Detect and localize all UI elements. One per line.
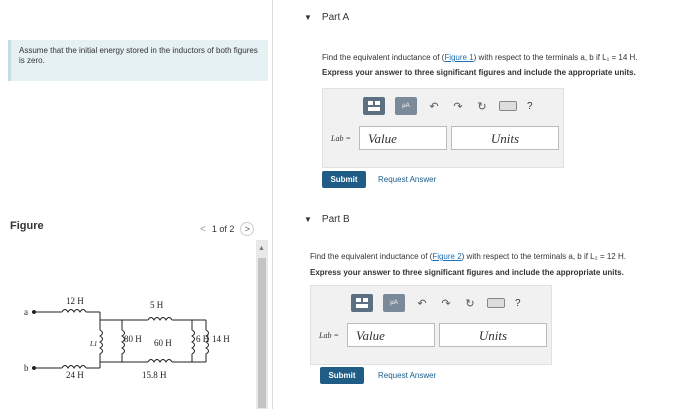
part-b-request-answer-link[interactable]: Request Answer — [378, 371, 437, 380]
figure-page-indicator: 1 of 2 — [211, 224, 235, 234]
redo-icon[interactable]: ↷ — [453, 100, 463, 113]
part-a-request-answer-link[interactable]: Request Answer — [378, 175, 437, 184]
circuit-diagram — [20, 290, 250, 380]
part-a-title: Part A — [321, 12, 350, 23]
part-b-question-suffix: ) with respect to the terminals a, b if L₂ = 12 H. — [461, 252, 626, 261]
info-text: Assume that the initial energy stored in the inductors of both figures is zero. — [19, 46, 258, 65]
part-b-question-prefix: Find the equivalent inductance of ( — [310, 252, 433, 261]
reset-icon[interactable]: ↻ — [477, 100, 487, 113]
part-b-submit-button[interactable]: Submit — [320, 367, 364, 384]
part-b-title: Part B — [321, 214, 350, 225]
part-a-instruction: Express your answer to three significant figures and include the appropriate units. — [322, 68, 636, 77]
figure-1-link[interactable]: Figure 1 — [444, 53, 474, 62]
prev-figure-button[interactable]: < — [200, 223, 206, 235]
figure-label: Figure — [10, 220, 44, 232]
terminal-a-label: a — [24, 307, 28, 317]
part-b-question — [310, 252, 626, 262]
inductor-label-12h: 12 H — [66, 296, 84, 306]
part-a-toolbar — [363, 97, 533, 115]
units-button[interactable]: μA — [395, 97, 417, 115]
inductor-label-80h: 80 H — [124, 334, 142, 344]
part-a-question-prefix: Find the equivalent inductance of ( — [322, 53, 445, 62]
reset-icon[interactable]: ↻ — [465, 297, 475, 310]
part-a-question-suffix: ) with respect to the terminals a, b if L₁ = 14 H. — [473, 53, 638, 62]
part-b-answer-box — [310, 285, 552, 365]
keyboard-icon[interactable] — [499, 101, 517, 111]
inductor-label-6h: 6 H — [196, 334, 210, 344]
part-a-submit-button[interactable]: Submit — [322, 171, 366, 188]
part-a-header[interactable] — [304, 12, 349, 23]
next-figure-button[interactable]: > — [240, 222, 254, 236]
templates-icon — [367, 100, 381, 112]
templates-button[interactable] — [351, 294, 373, 312]
part-b-units-input[interactable]: Units — [439, 323, 547, 347]
inductor-label-24h: 24 H — [66, 370, 84, 380]
left-pane — [0, 0, 272, 409]
undo-icon[interactable]: ↶ — [429, 100, 439, 113]
part-b-value-input[interactable]: Value — [347, 323, 435, 347]
templates-button[interactable] — [363, 97, 385, 115]
part-a-answer-box — [322, 88, 564, 168]
figure-scrollbar-thumb[interactable] — [258, 258, 266, 408]
part-a-var-label: Lab = — [331, 134, 351, 143]
part-a-units-input[interactable]: Units — [451, 126, 559, 150]
redo-icon[interactable]: ↷ — [441, 297, 451, 310]
collapse-caret-icon[interactable]: ▼ — [304, 13, 312, 22]
inductor-label-15-8h: 15.8 H — [142, 370, 167, 380]
undo-icon[interactable]: ↶ — [417, 297, 427, 310]
figure-2-link[interactable]: Figure 2 — [432, 252, 462, 261]
right-pane — [290, 0, 700, 409]
scroll-up-icon[interactable]: ▲ — [258, 245, 265, 252]
inductor-label-14h: 14 H — [212, 334, 230, 344]
part-b-header[interactable] — [304, 214, 350, 225]
units-button[interactable]: μA — [383, 294, 405, 312]
help-icon[interactable]: ? — [515, 297, 521, 309]
part-b-toolbar — [351, 294, 521, 312]
templates-icon — [355, 297, 369, 309]
inductor-label-5h: 5 H — [150, 300, 164, 310]
inductor-label-60h: 60 H — [154, 338, 172, 348]
figure-pager — [200, 222, 254, 236]
keyboard-icon[interactable] — [487, 298, 505, 308]
part-a-value-input[interactable]: Value — [359, 126, 447, 150]
part-b-var-label: Lab = — [319, 331, 339, 340]
help-icon[interactable]: ? — [527, 100, 533, 112]
info-box — [8, 40, 268, 81]
collapse-caret-icon[interactable]: ▼ — [304, 215, 312, 224]
part-b-instruction: Express your answer to three significant figures and include the appropriate units. — [310, 268, 624, 277]
inductor-label-l1: L1 — [90, 340, 98, 348]
terminal-b-label: b — [24, 363, 29, 373]
part-a-question — [322, 53, 638, 63]
pane-divider — [272, 0, 273, 409]
